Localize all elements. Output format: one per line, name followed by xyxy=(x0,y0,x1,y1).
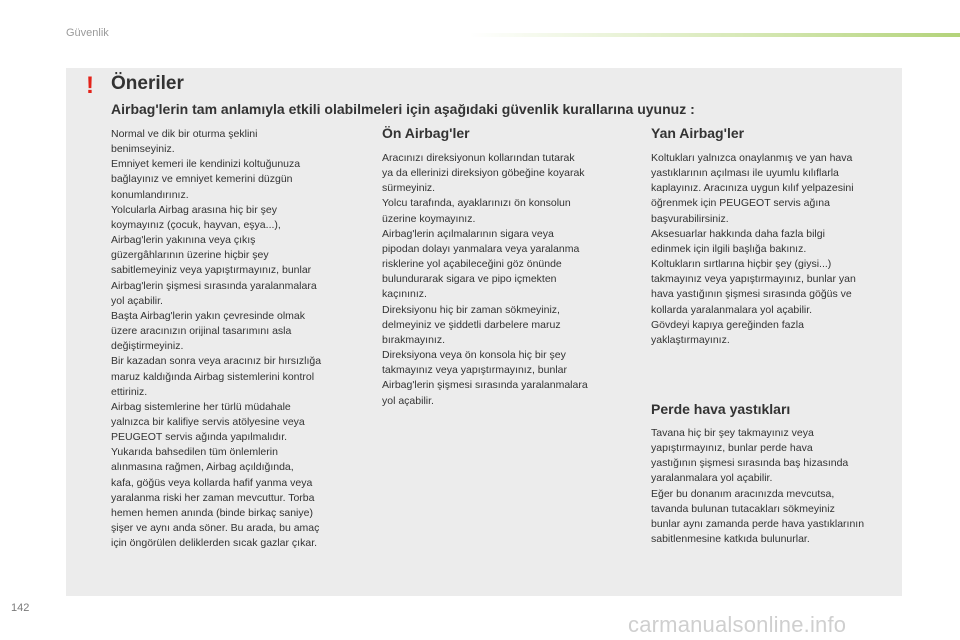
side-airbags-heading: Yan Airbag'ler xyxy=(651,125,745,141)
curtain-airbags-heading: Perde hava yastıkları xyxy=(651,401,791,417)
front-airbags-heading: Ön Airbag'ler xyxy=(382,125,470,141)
intro-text: Airbag'lerin tam anlamıyla etkili olabilmeleri için aşağıdaki güvenlik kurallarına uyunuz : xyxy=(111,101,695,117)
general-rules-text: Normal ve dik bir oturma şeklini benimseyiniz. Emniyet kemeri ile kendinizi koltuğunuza bağlayınız ve emniyet kemerini düzgün konumlandırınız. Yolcularla Airbag arasına hiç bir şey koymayınız (çocuk, hayvan, eşya...), Airbag'lerin yakınına veya çıkış güzergâhlarının üzerine hiçbir şey sabitlemeyiniz veya yapıştırmayınız, bunlar Airbag'lerin şişmesi sırasında yaralanmalara yol açabilir. Başta Airbag'lerin yakın çevresinde olmak üzere aracınızın orijinal tasarımını asla değiştirmeyiniz. Bir kazadan sonra veya aracınız bir hırsızlığa maruz kaldığında Airbag sistemlerini kontrol ettiriniz. Airbag sistemlerine her türlü müdahale yalnızca bir kalifiye servis atölyesine veya PEUGEOT servis ağında yapılmalıdır. Yukarıda bahsedilen tüm önlemlerin alınmasına rağmen, Airbag açıldığında, kafa, göğüs veya kollarda hafif yanma veya yaralanma riski her zaman mevcuttur. Torba hemen hemen anında (binde birkaç saniye) şişer ve aynı anda söner. Bu arada, bu amaç için öngörülen deliklerden sıcak gazlar çıkar. xyxy=(111,128,322,550)
front-airbags-text: Aracınızı direksiyonun kollarından tutarak ya da ellerinizi direksiyon göbeğine koyarak sürmeyiniz. Yolcu tarafında, ayaklarınızı ön konsolun üzerine koymayınız. Airbag'lerin açılmalarının sigara veya pipodan dolayı yanmalara veya yaralanma risklerine yol açabileceğini göz önünde bulundurarak sigara ve pipo içmekten kaçınınız. Direksiyonu hiç bir zaman sökmeyiniz, delmeyiniz ve şiddetli darbelere maruz bırakmayınız. Direksiyona veya ön konsola hiç bir şey takmayınız veya yapıştırmayınız, bunlar Airbag'lerin şişmesi sırasında yaralanmalara yol açabilir. xyxy=(382,152,588,407)
header-accent-bar xyxy=(470,33,960,37)
exclamation-icon: ! xyxy=(86,72,94,99)
side-airbags-text: Koltukları yalnızca onaylanmış ve yan hava yastıklarının açılması ile uyumlu kılıflarla kaplayınız. Aracınıza uygun kılıf yelpazesini öğrenmek için PEUGEOT servis ağına başvurabilirsiniz. Aksesuarlar hakkında daha fazla bilgi edinmek için ilgili başlığa bakınız. Koltukların sırtlarına hiçbir şey (giysi...) takmayınız veya yapıştırmayınız, bunlar yan hava yastığının şişmesi sırasında göğüs ve kollarda yaralanmalara yol açabilir. Gövdeyi kapıya gereğinden fazla yaklaştırmayınız. xyxy=(651,152,856,346)
watermark: carmanualsonline.info xyxy=(628,612,847,637)
panel-title: Öneriler xyxy=(111,73,184,94)
page-number: 142 xyxy=(11,602,30,614)
curtain-airbags-text: Tavana hiç bir şey takmayınız veya yapıştırmayınız, bunlar perde hava yastığının şişmesi sırasında baş hizasında yaralanmalara yol açabilir. Eğer bu donanım aracınızda mevcutsa, tavanda bulunan tutacakları sökmeyiniz bunlar aynı zamanda perde hava yastıklarının sabitlenmesine katkıda bulunurlar. xyxy=(651,427,865,546)
section-title: Güvenlik xyxy=(66,27,109,39)
